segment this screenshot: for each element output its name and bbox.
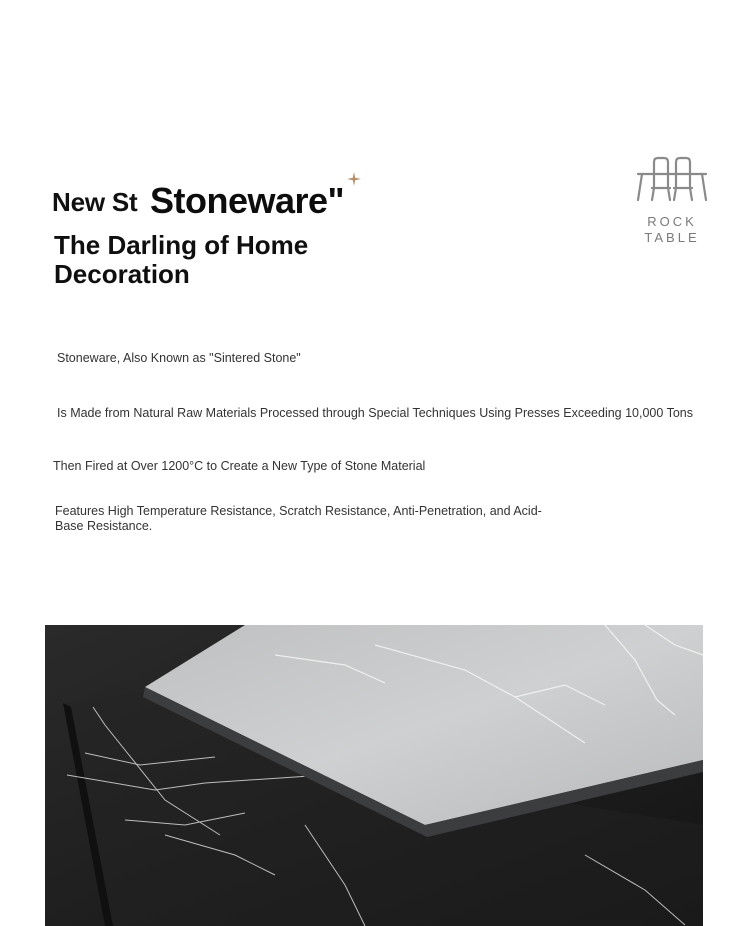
subheadline: The Darling of Home Decoration — [54, 230, 309, 289]
headline — [52, 176, 382, 228]
paragraph-4: Features High Temperature Resistance, Scratch Resistance, Anti-Penetration, and Acid-Base Resistance. — [55, 504, 542, 533]
headline-prefix: New St — [52, 187, 138, 217]
stone-slab-photo — [45, 625, 703, 926]
paragraph-2: Is Made from Natural Raw Materials Processed through Special Techniques Using Presses Exceeding 10,000 Tons — [57, 406, 693, 420]
logo-text-rock: ROCK — [647, 214, 697, 229]
logo-text-table: TABLE — [644, 230, 700, 245]
sparkle-icon — [347, 172, 361, 186]
headline-stoneware: Stoneware" — [150, 180, 345, 221]
slab-illustration — [45, 625, 703, 926]
table-chairs-icon — [632, 152, 712, 210]
paragraph-1: Stoneware, Also Known as "Sintered Stone" — [57, 351, 301, 365]
logo-text — [632, 214, 712, 246]
rock-table-logo — [632, 152, 712, 252]
paragraph-3: Then Fired at Over 1200°C to Create a New Type of Stone Material — [53, 459, 426, 473]
